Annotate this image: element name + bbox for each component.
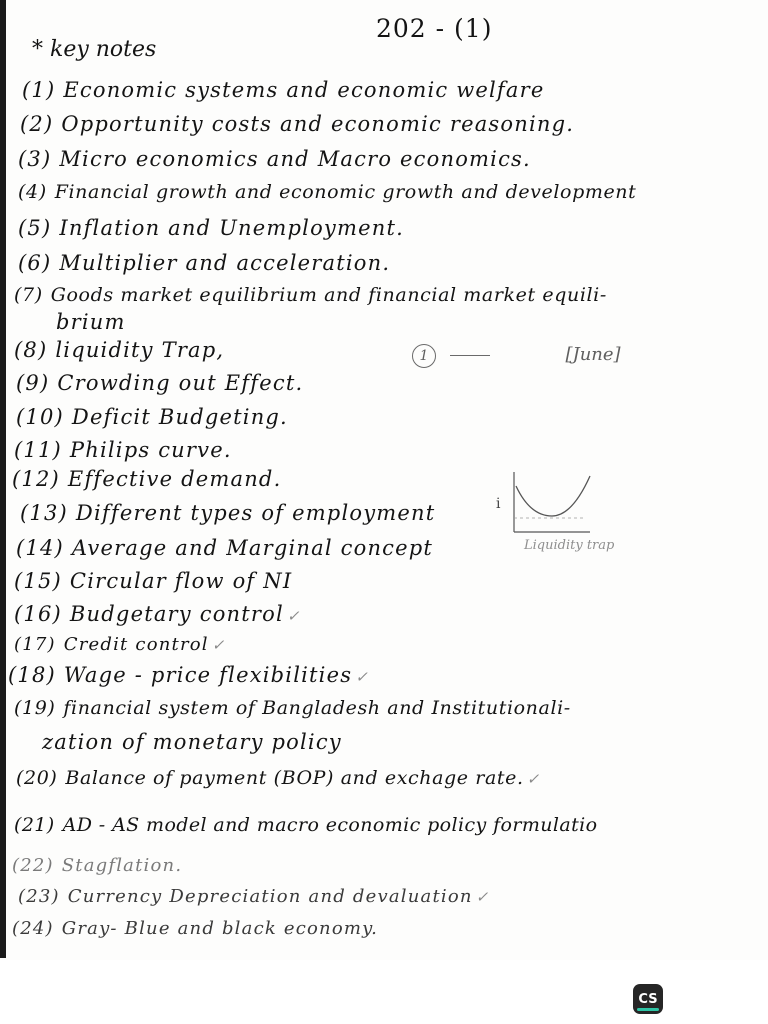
topic-line [14, 634, 226, 655]
topic-line [12, 918, 381, 939]
topic-line [20, 112, 577, 136]
topic-line [14, 697, 574, 719]
graph-caption: Liquidity trap [524, 538, 615, 553]
topic-number: (22) [12, 855, 54, 876]
topic-text: AD - AS model and macro economic policy formulatio [62, 814, 598, 836]
check-mark: ✓ [475, 888, 490, 906]
topic-text: Credit control [63, 634, 209, 655]
topic-line [20, 501, 438, 525]
topic-line [18, 251, 393, 275]
topic-line [16, 536, 436, 560]
topic-text: Goods market equilibrium and financial market equili- [50, 284, 607, 306]
topic-text: Circular flow of NI [69, 569, 293, 593]
topic-text: Opportunity costs and economic reasoning. [61, 112, 575, 136]
topic-number: (5) [18, 216, 52, 240]
topic-number: (23) [18, 886, 60, 907]
topic-line [14, 284, 610, 306]
topic-text: Economic systems and economic welfare [63, 78, 545, 102]
topic-text: Budgetary control [69, 602, 284, 626]
topic-number: (3) [18, 147, 52, 171]
topic-line [12, 855, 185, 876]
camscanner-badge: CS [633, 984, 663, 1014]
topic-text: Balance of payment (BOP) and exchage rate. [65, 767, 524, 789]
check-mark: ✓ [355, 668, 369, 686]
topic-number: (12) [12, 467, 60, 491]
page-number: 202 - (1) [376, 14, 493, 43]
topic-text: Financial growth and economic growth and development [54, 181, 637, 203]
topic-number: (11) [14, 438, 62, 462]
topic-text: Gray- Blue and black economy. [61, 918, 379, 939]
topic-number: (13) [20, 501, 68, 525]
topic-line [14, 814, 600, 836]
check-mark: ✓ [211, 636, 226, 654]
topic-line [16, 405, 291, 429]
topic-line [16, 371, 306, 395]
topic-line [22, 78, 547, 102]
topic-text: zation of monetary policy [42, 730, 342, 754]
topic-text: Currency Depreciation and devaluation [67, 886, 473, 907]
topic-number: (1) [22, 78, 56, 102]
topic-number: (24) [12, 918, 54, 939]
topic-line [14, 602, 301, 626]
topic-line [8, 663, 369, 687]
page-heading: * key notes [32, 37, 157, 62]
topic-line [18, 147, 534, 171]
check-mark: ✓ [526, 770, 540, 788]
topic-line [16, 767, 540, 789]
topic-line [18, 886, 489, 907]
topic-line [14, 569, 295, 593]
topic-line [18, 216, 407, 240]
margin-note [412, 344, 621, 368]
topic-line [48, 310, 129, 334]
topic-line [34, 730, 345, 754]
topic-text: Deficit Budgeting. [71, 405, 288, 429]
trap-curve [516, 476, 590, 516]
bracket-text: [June] [565, 344, 621, 365]
topic-text: Micro economics and Macro economics. [59, 147, 531, 171]
topic-line [12, 467, 284, 491]
graph-axis-mark: i [496, 496, 501, 512]
topic-number: (19) [14, 697, 56, 719]
topic-text: liquidity Trap, [55, 338, 225, 362]
dash [450, 355, 490, 356]
topic-text: financial system of Bangladesh and Institutionali- [63, 697, 571, 719]
topic-number: (9) [16, 371, 50, 395]
check-mark: ✓ [286, 607, 301, 625]
topic-text: Crowding out Effect. [57, 371, 304, 395]
topic-number: (4) [18, 181, 47, 203]
topic-text: Wage - price flexibilities [63, 663, 353, 687]
topic-number: (20) [16, 767, 58, 789]
topic-number: (10) [16, 405, 64, 429]
topic-number: (14) [16, 536, 64, 560]
topic-number: (18) [8, 663, 56, 687]
liquidity-trap-sketch [490, 468, 600, 536]
topic-text: Philips curve. [69, 438, 232, 462]
topic-number: (16) [14, 602, 62, 626]
topic-number: (15) [14, 569, 62, 593]
circled-number: 1 [412, 344, 436, 368]
topic-number: (21) [14, 814, 55, 836]
topic-text: Stagflation. [61, 855, 183, 876]
topic-text: Multiplier and acceleration. [59, 251, 391, 275]
topic-text: Effective demand. [67, 467, 282, 491]
topic-number: (7) [14, 284, 43, 306]
topic-number: (2) [20, 112, 54, 136]
topic-number: (8) [14, 338, 48, 362]
page-left-edge [0, 0, 6, 958]
topic-number: (6) [18, 251, 52, 275]
topic-text: Average and Marginal concept [71, 536, 434, 560]
topic-line [18, 181, 639, 203]
topic-number: (17) [14, 634, 56, 655]
topic-text: Inflation and Unemployment. [59, 216, 404, 240]
topic-text: Different types of employment [75, 501, 436, 525]
topic-text: brium [56, 310, 126, 334]
topic-line [14, 338, 227, 362]
topic-line [14, 438, 235, 462]
